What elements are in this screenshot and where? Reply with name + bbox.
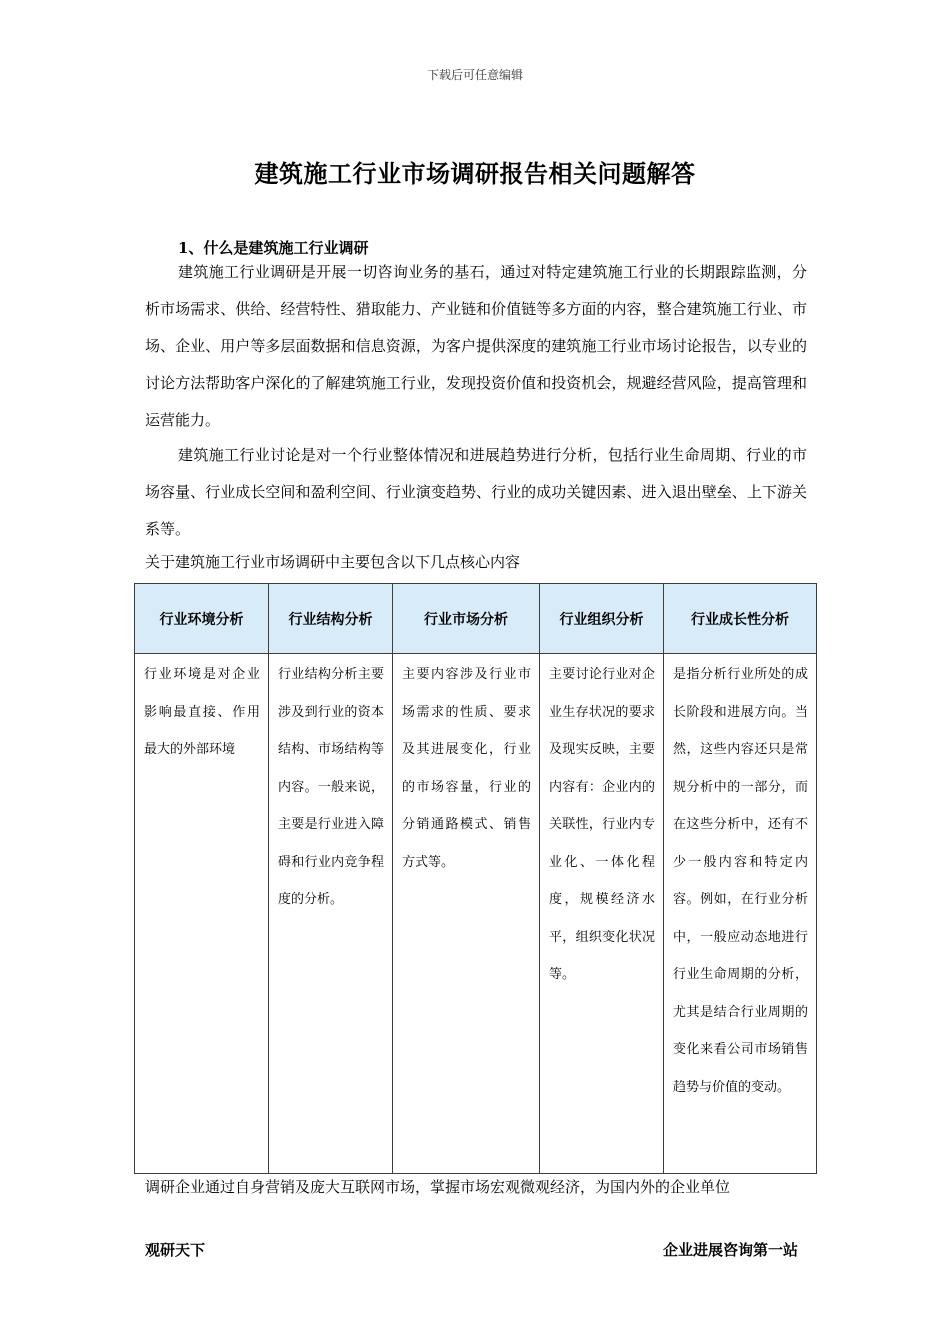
footer-brand: 观研天下 <box>145 1241 206 1259</box>
download-note: 下载后可任意编辑 <box>426 68 523 82</box>
table-header-cell: 行业环境分析 <box>135 584 269 654</box>
footer-slogan: 企业进展咨询第一站 <box>662 1241 798 1259</box>
table-intro-line: 关于建筑施工行业市场调研中主要包含以下几点核心内容 <box>145 553 521 571</box>
table-header-cell: 行业市场分析 <box>393 584 540 654</box>
table-cell: 是指分析行业所处的成长阶段和进展方向。当然，这些内容还只是常规分析中的一部分，而在这些分析中，还有不少一般内容和特定内容。例如，在行业分析中，一般应动态地进行行业生命周期的分析，尤其是结合行业周期的变化来看公司市场销售趋势与价值的变动。 <box>664 654 817 1174</box>
table-cell: 行业结构分析主要涉及到行业的资本结构、市场结构等内容。一般来说，主要是行业进入障碍和行业内竞争程度的分析。 <box>269 654 393 1174</box>
document-title: 建筑施工行业市场调研报告相关问题解答 <box>254 159 696 188</box>
table-header-row <box>135 584 817 654</box>
paragraph-2: 建筑施工行业讨论是对一个行业整体情况和进展趋势进行分析，包括行业生命周期、行业的市场容量、行业成长空间和盈利空间、行业演变趋势、行业的成功关键因素、进入退出壁垒、上下游关系等。 <box>145 446 807 538</box>
table-header-cell: 行业成长性分析 <box>664 584 817 654</box>
table-header-cell: 行业组织分析 <box>540 584 664 654</box>
core-content-table <box>134 583 817 1174</box>
paragraph-1: 建筑施工行业调研是开展一切咨询业务的基石，通过对特定建筑施工行业的长期跟踪监测，分析市场需求、供给、经营特性、猎取能力、产业链和价值链等多方面的内容，整合建筑施工行业、市场、企业、用户等多层面数据和信息资源，为客户提供深度的建筑施工行业市场讨论报告，以专业的讨论方法帮助客户深化的了解建筑施工行业，发现投资价值和投资机会，规避经营风险，提高管理和运营能力。 <box>145 263 807 429</box>
table-cell: 主要讨论行业对企业生存状况的要求及现实反映，主要内容有：企业内的关联性，行业内专业化、一体化程度，规模经济水平，组织变化状况等。 <box>540 654 664 1174</box>
section-heading: 1、什么是建筑施工行业调研 <box>178 239 369 257</box>
table-row <box>135 654 817 1174</box>
table-cell: 行业环境是对企业影响最直接、作用最大的外部环境 <box>135 654 269 1174</box>
table-cell: 主要内容涉及行业市场需求的性质、要求及其进展变化，行业的市场容量，行业的分销通路模式、销售方式等。 <box>393 654 540 1174</box>
table-header-cell: 行业结构分析 <box>269 584 393 654</box>
continuation-paragraph: 调研企业通过自身营销及庞大互联网市场，掌握市场宏观微观经济，为国内外的企业单位 <box>145 1178 731 1196</box>
